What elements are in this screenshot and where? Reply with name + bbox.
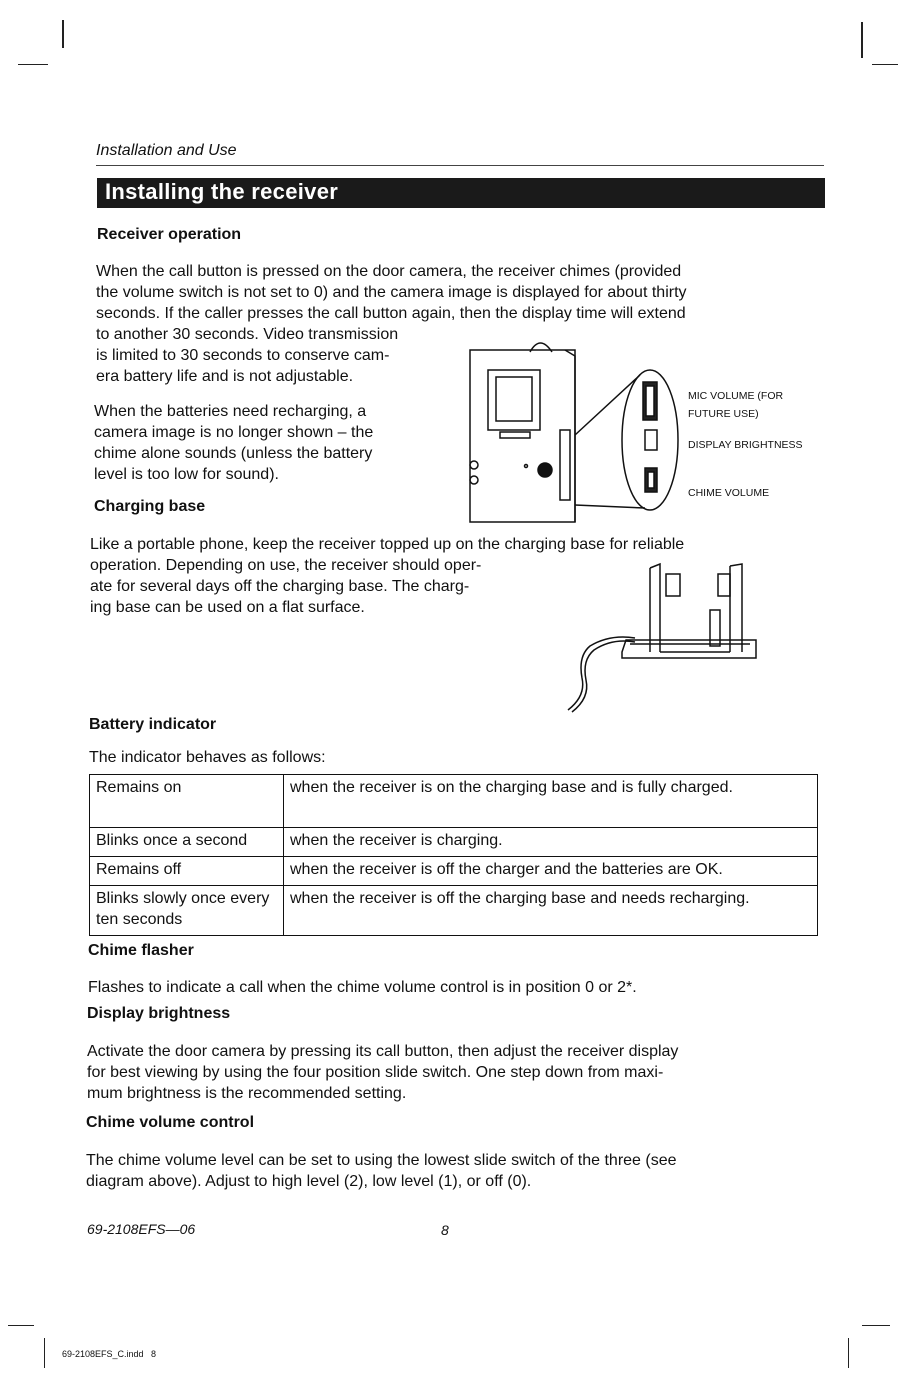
crop-mark	[861, 22, 863, 58]
table-row	[90, 775, 818, 828]
chime-flasher-text: Flashes to indicate a call when the chime volume control is in position 0 or 2*.	[88, 979, 637, 996]
crop-mark	[8, 1325, 34, 1326]
diagram-labels	[688, 387, 803, 502]
page-number: 8	[441, 1222, 449, 1238]
file-name: 69-2108EFS_C.indd 8	[62, 1349, 157, 1359]
charging-base-text: Like a portable phone, keep the receiver topped up on the charging base for reliable operation. Depending on use, the receiver should oper- ate for several days off the charging base. The charg- ing base can be used on a flat surface.	[90, 536, 685, 616]
doc-number: 69-2108EFS—06	[87, 1221, 196, 1237]
display-brightness-text: Activate the door camera by pressing its call button, then adjust the receiver display for best viewing by using the four position slide switch. One step down from maxi- mum brightness is the recommended setting.	[87, 1043, 679, 1102]
chime-flasher-heading: Chime flasher	[88, 942, 194, 959]
chime-volume-label: CHIME VOLUME	[688, 487, 770, 499]
indicator-meaning: when the receiver is on the charging base and is fully charged.	[284, 775, 818, 828]
indicator-meaning: when the receiver is off the charger and the batteries are OK.	[284, 857, 818, 886]
battery-indicator-table	[89, 774, 818, 936]
indicator-state: Blinks once a second	[90, 828, 284, 857]
indicator-state: Remains on	[90, 775, 284, 828]
recharge-text: When the batteries need recharging, a camera image is no longer shown – the chime alone sounds (unless the battery level is too low for sound).	[94, 403, 374, 483]
crop-mark	[62, 20, 64, 48]
receiver-diagram	[460, 330, 690, 530]
table-row	[90, 886, 818, 936]
crop-mark	[862, 1325, 890, 1326]
page-banner	[97, 178, 825, 208]
display-brightness-label: DISPLAY BRIGHTNESS	[688, 439, 803, 451]
chime-volume-text: The chime volume level can be set to using the lowest slide switch of the three (see diagram above). Adjust to high level (2), low level (1), or off (0).	[86, 1152, 677, 1190]
header-rule	[96, 165, 824, 166]
indicator-state: Remains off	[90, 857, 284, 886]
mic-volume-label: MIC VOLUME (FOR	[688, 390, 784, 402]
table-row	[90, 828, 818, 857]
battery-indicator-intro: The indicator behaves as follows:	[89, 749, 326, 766]
chime-volume-heading: Chime volume control	[86, 1114, 255, 1131]
crop-mark	[18, 64, 48, 65]
page-title: Installing the receiver	[105, 179, 339, 204]
charging-base-diagram	[560, 560, 765, 715]
display-brightness-heading: Display brightness	[87, 1005, 231, 1022]
receiver-operation-heading: Receiver operation	[97, 226, 242, 243]
indicator-meaning: when the receiver is off the charging base and needs recharging.	[284, 886, 818, 936]
battery-indicator-heading: Battery indicator	[89, 716, 217, 733]
receiver-operation-text: When the call button is pressed on the door camera, the receiver chimes (provided the volume switch is not set to 0) and the camera image is displayed for about thirty seconds. If the caller presses the call button again, then the display time will extend to another 30 seconds. Video transmission is limited to 30 seconds to conserve cam- era battery life and is not adjustable.	[96, 263, 687, 385]
crop-mark	[872, 64, 898, 65]
indicator-meaning: when the receiver is charging.	[284, 828, 818, 857]
crop-mark	[44, 1338, 45, 1368]
indicator-state: Blinks slowly once every ten seconds	[90, 886, 284, 936]
table-row	[90, 857, 818, 886]
section-label: Installation and Use	[96, 142, 237, 159]
crop-mark	[848, 1338, 849, 1368]
future-use-label: FUTURE USE)	[688, 408, 759, 420]
charging-base-heading: Charging base	[94, 498, 206, 515]
